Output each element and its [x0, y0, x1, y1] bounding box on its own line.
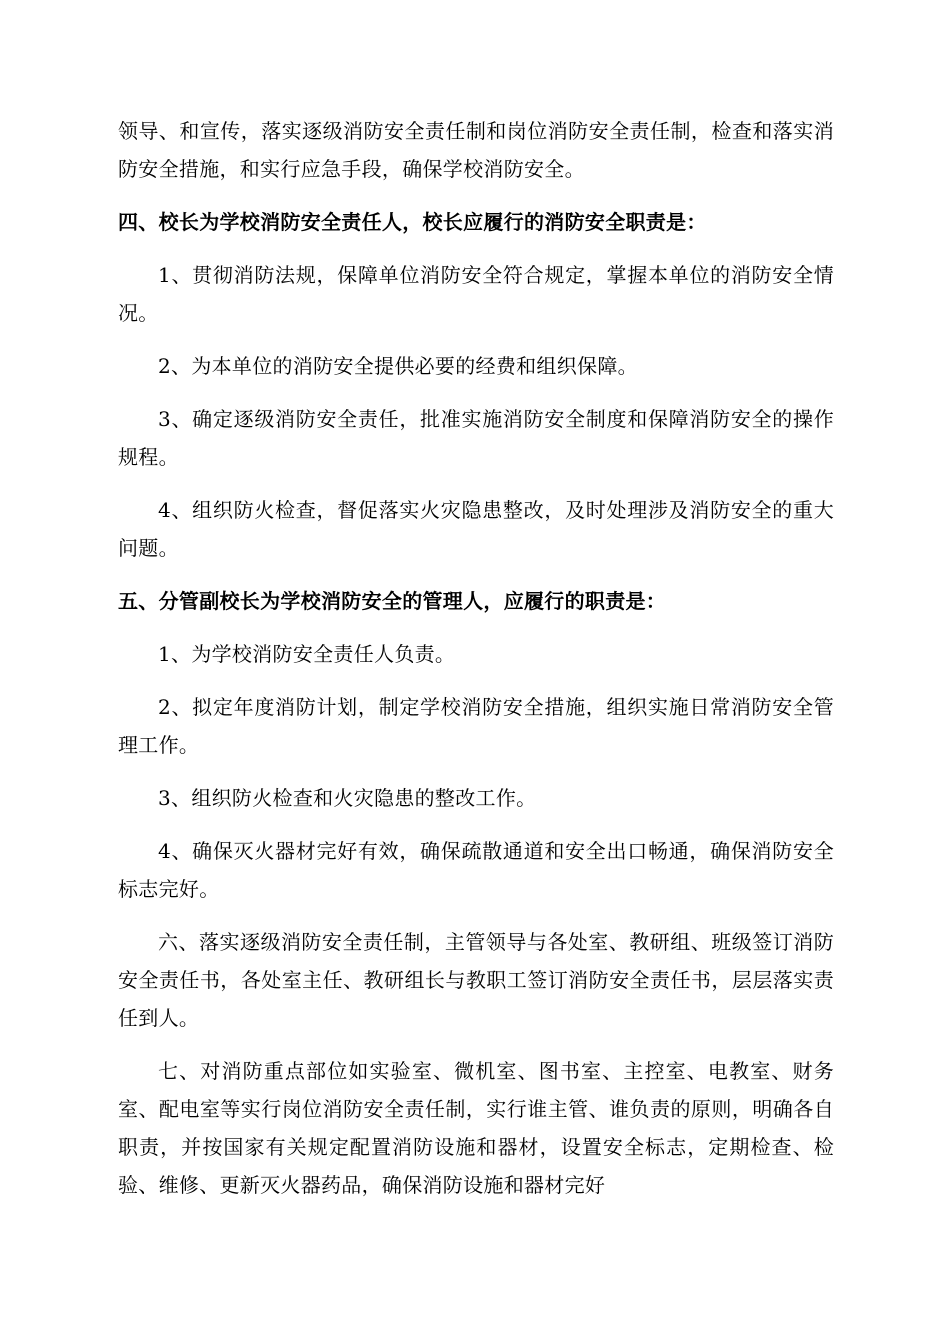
vice-principal-duty-1: 1、为学校消防安全责任人负责。	[158, 642, 456, 666]
section-heading-five: 五、分管副校长为学校消防安全的管理人，应履行的职责是：	[118, 589, 667, 613]
paragraph-intro-continuation: 领导、和宣传，落实逐级消防安全责任制和岗位消防安全责任制，检查和落实消防安全措施，和实行应急手段，确保学校消防安全。	[118, 119, 834, 181]
section-seven-paragraph: 七、对消防重点部位如实验室、微机室、图书室、主控室、电教室、财务室、配电室等实行岗位消防安全责任制，实行谁主管、谁负责的原则，明确各自职责，并按国家有关规定配置消防设施和器材，设置安全标志，定期检查、检验、维修、更新灭火器药品，确保消防设施和器材完好	[118, 1059, 834, 1197]
principal-duty-2: 2、为本单位的消防安全提供必要的经费和组织保障。	[158, 354, 638, 378]
principal-duty-3: 3、确定逐级消防安全责任，批准实施消防安全制度和保障消防安全的操作规程。	[118, 407, 834, 469]
principal-duty-4: 4、组织防火检查，督促落实火灾隐患整改，及时处理涉及消防安全的重大问题。	[118, 498, 834, 560]
section-six-paragraph: 六、落实逐级消防安全责任制，主管领导与各处室、教研组、班级签订消防安全责任书，各处室主任、教研组长与教职工签订消防安全责任书，层层落实责任到人。	[118, 930, 834, 1030]
section-heading-four: 四、校长为学校消防安全责任人，校长应履行的消防安全职责是：	[118, 210, 707, 234]
vice-principal-duty-4: 4、确保灭火器材完好有效，确保疏散通道和安全出口畅通，确保消防安全标志完好。	[118, 839, 834, 901]
principal-duty-1: 1、贯彻消防法规，保障单位消防安全符合规定，掌握本单位的消防安全情况。	[118, 263, 834, 325]
vice-principal-duty-2: 2、拟定年度消防计划，制定学校消防安全措施，组织实施日常消防安全管理工作。	[118, 695, 834, 757]
vice-principal-duty-3: 3、组织防火检查和火灾隐患的整改工作。	[158, 786, 537, 810]
document-body	[118, 112, 834, 1204]
